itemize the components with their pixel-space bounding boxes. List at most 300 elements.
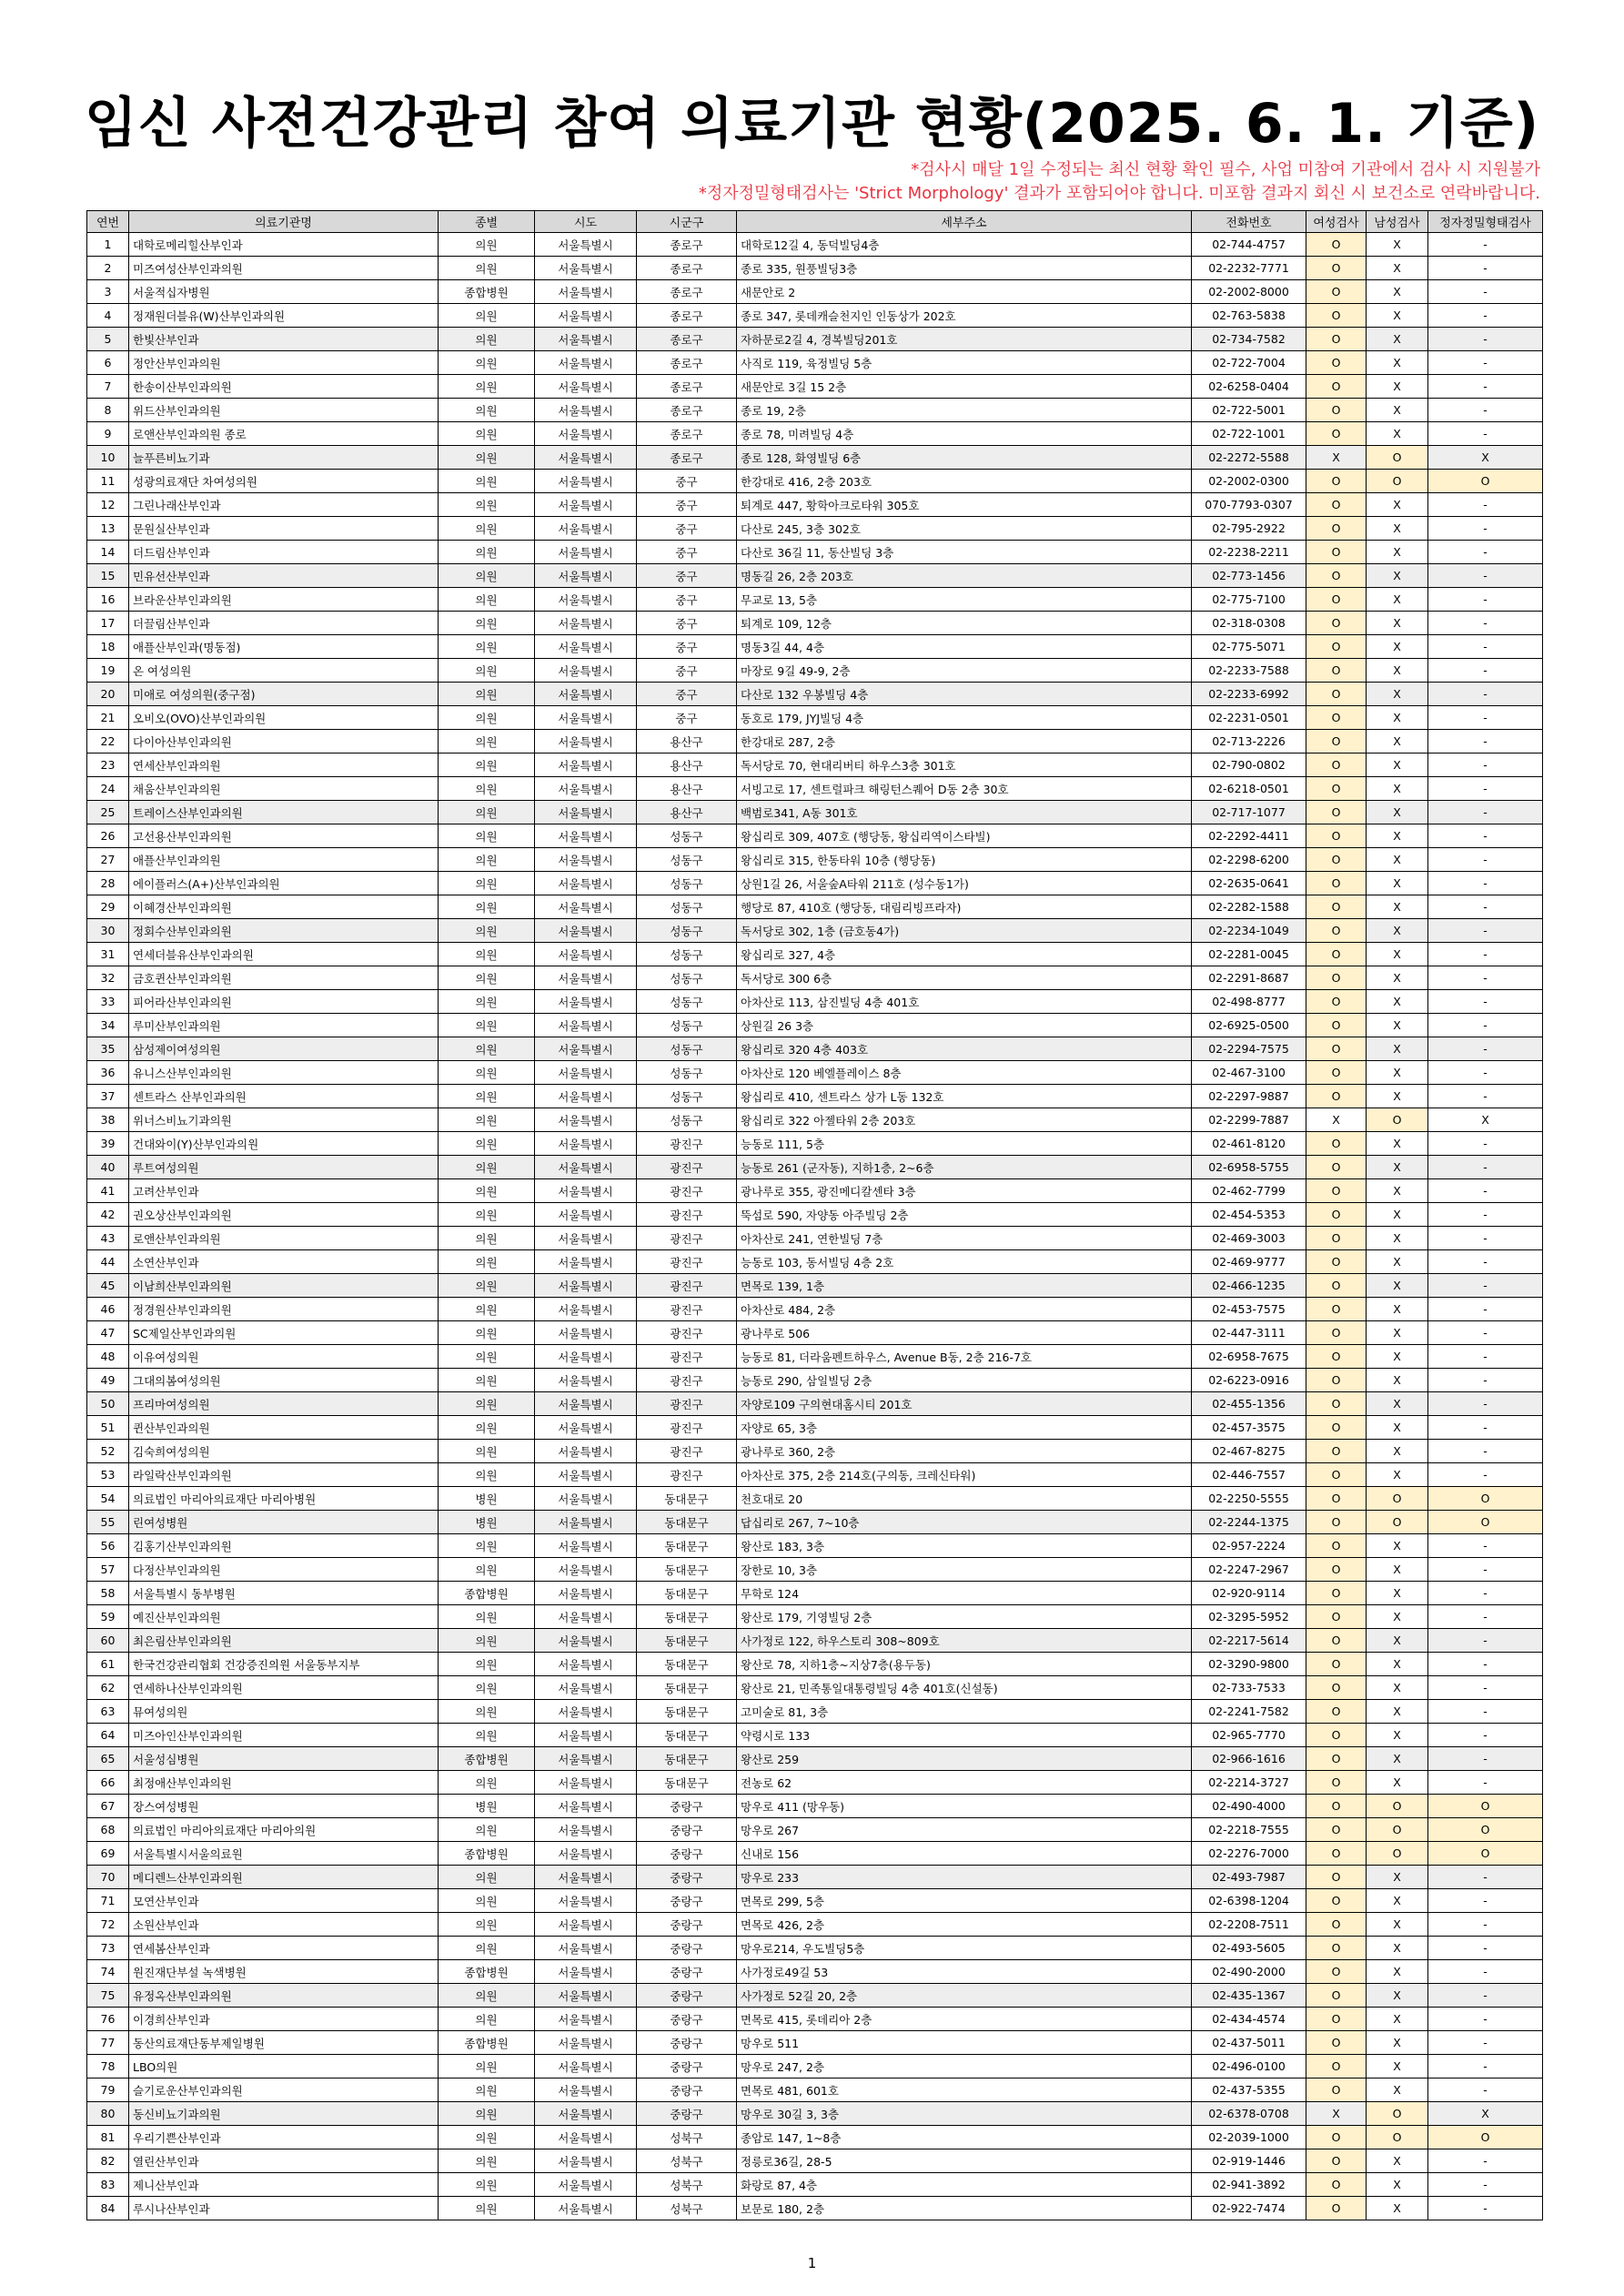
cell-sigungu: 동대문구 [637,1605,737,1629]
cell-sigungu: 종로구 [637,233,737,257]
cell-address: 종암로 147, 1~8층 [737,2126,1192,2149]
cell-phone: 02-717-1077 [1192,801,1306,824]
cell-address: 다산로 245, 3층 302호 [737,517,1192,541]
cell-sigungu: 중구 [637,659,737,683]
cell-type: 의원 [439,1227,535,1250]
cell-sido: 서울특별시 [535,1440,637,1463]
cell-sigungu: 중구 [637,588,737,612]
cell-sigungu: 성동구 [637,872,737,895]
cell-sperm-test: - [1428,1937,1543,1960]
cell-sigungu: 중랑구 [637,1889,737,1913]
cell-sperm-test: - [1428,1653,1543,1676]
cell-type: 의원 [439,1463,535,1487]
cell-type: 의원 [439,1179,535,1203]
cell-female-test: O [1306,328,1367,351]
cell-male-test: X [1367,1582,1428,1605]
cell-no: 1 [87,233,129,257]
cell-phone: 02-2298-6200 [1192,848,1306,872]
cell-male-test: X [1367,1984,1428,2008]
cell-sido: 서울특별시 [535,1889,637,1913]
cell-name: 브라운산부인과의원 [129,588,439,612]
cell-sperm-test: O [1428,1842,1543,1866]
cell-address: 다산로 132 우봉빌딩 4층 [737,683,1192,706]
cell-address: 왕십리로 320 4층 403호 [737,1037,1192,1061]
cell-female-test: O [1306,706,1367,730]
table-row [87,493,1543,517]
cell-female-test: O [1306,1392,1367,1416]
cell-sperm-test: - [1428,1179,1543,1203]
cell-phone: 02-447-3111 [1192,1321,1306,1345]
cell-sido: 서울특별시 [535,1818,637,1842]
cell-address: 망우로 511 [737,2031,1192,2055]
cell-name: 에이플러스(A+)산부인과의원 [129,872,439,895]
cell-male-test: O [1367,1487,1428,1511]
cell-female-test: O [1306,257,1367,280]
cell-male-test: X [1367,895,1428,919]
cell-sido: 서울특별시 [535,2149,637,2173]
cell-address: 사가정로49길 53 [737,1960,1192,1984]
table-row [87,872,1543,895]
cell-address: 사가정로 52길 20, 2층 [737,1984,1192,2008]
cell-name: 연세봄산부인과 [129,1937,439,1960]
cell-name: 유정옥산부인과의원 [129,1984,439,2008]
cell-sido: 서울특별시 [535,1203,637,1227]
cell-phone: 02-773-1456 [1192,564,1306,588]
cell-address: 왕산로 179, 기영빌딩 2층 [737,1605,1192,1629]
cell-sperm-test: - [1428,257,1543,280]
cell-no: 67 [87,1795,129,1818]
cell-type: 의원 [439,1866,535,1889]
cell-address: 고미술로 81, 3층 [737,1700,1192,1724]
cell-no: 61 [87,1653,129,1676]
cell-no: 29 [87,895,129,919]
cell-name: 건대와이(Y)산부인과의원 [129,1132,439,1156]
cell-no: 33 [87,990,129,1014]
cell-female-test: O [1306,1558,1367,1582]
cell-female-test: O [1306,801,1367,824]
cell-phone: 02-453-7575 [1192,1298,1306,1321]
cell-address: 퇴계로 109, 12층 [737,612,1192,635]
cell-no: 20 [87,683,129,706]
cell-sigungu: 종로구 [637,328,737,351]
cell-sido: 서울특별시 [535,2055,637,2079]
cell-no: 80 [87,2102,129,2126]
cell-sido: 서울특별시 [535,1227,637,1250]
cell-female-test: O [1306,1700,1367,1724]
cell-sido: 서울특별시 [535,257,637,280]
cell-address: 능동로 103, 동서빌딩 4층 2호 [737,1250,1192,1274]
cell-male-test: X [1367,1724,1428,1747]
cell-sperm-test: - [1428,2079,1543,2102]
cell-sperm-test: - [1428,399,1543,422]
table-row [87,1700,1543,1724]
cell-type: 의원 [439,1085,535,1108]
cell-name: 민유선산부인과 [129,564,439,588]
cell-male-test: X [1367,1440,1428,1463]
cell-sperm-test: - [1428,919,1543,943]
cell-sido: 서울특별시 [535,1676,637,1700]
cell-address: 행당로 87, 410호 (행당동, 대림리빙프라자) [737,895,1192,919]
cell-sigungu: 동대문구 [637,1747,737,1771]
cell-female-test: O [1306,1582,1367,1605]
cell-phone: 02-733-7533 [1192,1676,1306,1700]
cell-sigungu: 중랑구 [637,2102,737,2126]
col-header-address: 세부주소 [737,211,1192,233]
cell-sperm-test: - [1428,1274,1543,1298]
table-row [87,706,1543,730]
cell-type: 의원 [439,2149,535,2173]
cell-male-test: X [1367,1203,1428,1227]
cell-no: 26 [87,824,129,848]
cell-no: 56 [87,1534,129,1558]
table-body [87,233,1543,2220]
cell-sperm-test: - [1428,1156,1543,1179]
cell-address: 능동로 261 (군자동), 지하1층, 2~6층 [737,1156,1192,1179]
cell-sperm-test: - [1428,1605,1543,1629]
cell-male-test: X [1367,777,1428,801]
cell-address: 망우로 411 (망우동) [737,1795,1192,1818]
cell-type: 의원 [439,683,535,706]
cell-phone: 02-2282-1588 [1192,895,1306,919]
cell-no: 9 [87,422,129,446]
cell-sido: 서울특별시 [535,328,637,351]
cell-sperm-test: - [1428,895,1543,919]
table-row [87,1605,1543,1629]
cell-sigungu: 용산구 [637,777,737,801]
cell-address: 광나루로 355, 광진메디칼센타 3층 [737,1179,1192,1203]
cell-sperm-test: - [1428,2149,1543,2173]
cell-address: 새문안로 2 [737,280,1192,304]
cell-male-test: X [1367,2031,1428,2055]
cell-male-test: O [1367,2126,1428,2149]
cell-female-test: O [1306,683,1367,706]
cell-no: 76 [87,2008,129,2031]
cell-address: 명동3길 44, 4층 [737,635,1192,659]
cell-sigungu: 동대문구 [637,1558,737,1582]
cell-sperm-test: - [1428,1629,1543,1653]
cell-sido: 서울특별시 [535,1274,637,1298]
cell-male-test: O [1367,1842,1428,1866]
cell-type: 의원 [439,1037,535,1061]
cell-type: 의원 [439,1416,535,1440]
cell-no: 25 [87,801,129,824]
cell-female-test: O [1306,730,1367,754]
cell-type: 의원 [439,2079,535,2102]
cell-sigungu: 중랑구 [637,2031,737,2055]
table-row [87,2149,1543,2173]
cell-sigungu: 성동구 [637,848,737,872]
cell-sido: 서울특별시 [535,1582,637,1605]
cell-sigungu: 광진구 [637,1463,737,1487]
cell-male-test: X [1367,1889,1428,1913]
cell-type: 의원 [439,1203,535,1227]
cell-sido: 서울특별시 [535,1795,637,1818]
cell-sigungu: 광진구 [637,1179,737,1203]
cell-phone: 02-2214-3727 [1192,1771,1306,1795]
cell-sido: 서울특별시 [535,730,637,754]
cell-no: 36 [87,1061,129,1085]
cell-male-test: X [1367,541,1428,564]
cell-address: 독서당로 300 6층 [737,966,1192,990]
cell-male-test: X [1367,1369,1428,1392]
cell-sido: 서울특별시 [535,1960,637,1984]
cell-sigungu: 종로구 [637,399,737,422]
cell-sigungu: 용산구 [637,730,737,754]
cell-female-test: O [1306,612,1367,635]
cell-type: 의원 [439,2126,535,2149]
table-row [87,730,1543,754]
cell-phone: 02-2208-7511 [1192,1913,1306,1937]
cell-sido: 서울특별시 [535,1629,637,1653]
cell-name: 최정애산부인과의원 [129,1771,439,1795]
cell-type: 의원 [439,1321,535,1345]
table-row [87,2102,1543,2126]
cell-no: 39 [87,1132,129,1156]
cell-sigungu: 광진구 [637,1298,737,1321]
cell-name: 성광의료재단 차여성의원 [129,470,439,493]
cell-sido: 서울특별시 [535,1037,637,1061]
cell-phone: 02-775-5071 [1192,635,1306,659]
cell-address: 종로 78, 미려빌딩 4층 [737,422,1192,446]
cell-sigungu: 중구 [637,564,737,588]
cell-sido: 서울특별시 [535,612,637,635]
table-row [87,304,1543,328]
cell-type: 의원 [439,422,535,446]
cell-sperm-test: - [1428,1747,1543,1771]
table-row [87,564,1543,588]
cell-no: 43 [87,1227,129,1250]
cell-name: 의료법인 마리아의료재단 마리아의원 [129,1818,439,1842]
cell-sigungu: 중구 [637,470,737,493]
cell-male-test: X [1367,1061,1428,1085]
cell-address: 왕산로 21, 민족통일대통령빌딩 4층 401호(신설동) [737,1676,1192,1700]
cell-type: 의원 [439,351,535,375]
table-row [87,919,1543,943]
cell-sperm-test: - [1428,801,1543,824]
cell-male-test: X [1367,1274,1428,1298]
cell-female-test: O [1306,1676,1367,1700]
cell-male-test: X [1367,1179,1428,1203]
cell-sido: 서울특별시 [535,399,637,422]
cell-type: 의원 [439,1700,535,1724]
table-row [87,1298,1543,1321]
cell-phone: 02-2218-7555 [1192,1818,1306,1842]
cell-male-test: X [1367,493,1428,517]
cell-female-test: O [1306,1511,1367,1534]
cell-phone: 02-2281-0045 [1192,943,1306,966]
cell-sperm-test: X [1428,2102,1543,2126]
cell-no: 62 [87,1676,129,1700]
cell-name: 서울성심병원 [129,1747,439,1771]
cell-sperm-test: - [1428,1014,1543,1037]
cell-address: 답십리로 267, 7~10층 [737,1511,1192,1534]
cell-phone: 02-790-0802 [1192,754,1306,777]
table-row [87,1582,1543,1605]
cell-female-test: O [1306,1179,1367,1203]
cell-female-test: O [1306,1416,1367,1440]
cell-sperm-test: - [1428,2031,1543,2055]
cell-female-test: O [1306,1937,1367,1960]
cell-female-test: O [1306,1227,1367,1250]
cell-sido: 서울특별시 [535,470,637,493]
table-row [87,1747,1543,1771]
cell-no: 2 [87,257,129,280]
cell-female-test: O [1306,1298,1367,1321]
col-header-phone: 전화번호 [1192,211,1306,233]
cell-type: 의원 [439,304,535,328]
table-row [87,2008,1543,2031]
cell-address: 왕산로 78, 지하1층~지상7층(용두동) [737,1653,1192,1676]
cell-female-test: O [1306,1534,1367,1558]
cell-sperm-test: - [1428,706,1543,730]
cell-female-test: O [1306,659,1367,683]
table-row [87,1392,1543,1416]
cell-sigungu: 중랑구 [637,1937,737,1960]
table-row [87,588,1543,612]
cell-sigungu: 광진구 [637,1345,737,1369]
cell-sperm-test: - [1428,1061,1543,1085]
cell-phone: 02-957-2224 [1192,1534,1306,1558]
cell-no: 32 [87,966,129,990]
table-row [87,1960,1543,1984]
cell-phone: 02-469-9777 [1192,1250,1306,1274]
cell-no: 70 [87,1866,129,1889]
cell-sperm-test: - [1428,233,1543,257]
cell-name: 소연산부인과 [129,1250,439,1274]
cell-name: 트레이스산부인과의원 [129,801,439,824]
cell-female-test: O [1306,1771,1367,1795]
cell-sido: 서울특별시 [535,683,637,706]
cell-phone: 02-2272-5588 [1192,446,1306,470]
cell-type: 의원 [439,493,535,517]
cell-type: 의원 [439,564,535,588]
table-header-row [87,211,1543,233]
cell-female-test: O [1306,1795,1367,1818]
cell-address: 뚝섬로 590, 자양동 아주빌딩 2층 [737,1203,1192,1227]
cell-name: 린여성병원 [129,1511,439,1534]
cell-male-test: X [1367,2055,1428,2079]
cell-no: 24 [87,777,129,801]
cell-address: 망우로 30길 3, 3층 [737,2102,1192,2126]
cell-address: 능동로 290, 삼일빌딩 2층 [737,1369,1192,1392]
cell-address: 독서당로 302, 1층 (금호동4가) [737,919,1192,943]
cell-sperm-test: - [1428,564,1543,588]
cell-sperm-test: - [1428,304,1543,328]
cell-female-test: O [1306,541,1367,564]
cell-address: 약령시로 133 [737,1724,1192,1747]
cell-no: 12 [87,493,129,517]
cell-sperm-test: O [1428,1487,1543,1511]
cell-address: 왕십리로 410, 센트라스 상가 L동 132호 [737,1085,1192,1108]
cell-no: 60 [87,1629,129,1653]
cell-sido: 서울특별시 [535,1369,637,1392]
cell-phone: 02-795-2922 [1192,517,1306,541]
cell-name: 로앤산부인과의원 종로 [129,422,439,446]
cell-name: 이혜경산부인과의원 [129,895,439,919]
cell-address: 새문안로 3길 15 2층 [737,375,1192,399]
cell-sperm-test: - [1428,280,1543,304]
cell-phone: 02-435-1367 [1192,1984,1306,2008]
cell-female-test: O [1306,1866,1367,1889]
cell-phone: 02-446-7557 [1192,1463,1306,1487]
cell-sperm-test: - [1428,517,1543,541]
cell-name: 김숙희여성의원 [129,1440,439,1463]
cell-name: 프리마여성의원 [129,1392,439,1416]
cell-address: 신내로 156 [737,1842,1192,1866]
institution-table [86,210,1543,2220]
cell-female-test: O [1306,1842,1367,1866]
cell-female-test: O [1306,1605,1367,1629]
cell-name: 메디렌느산부인과의원 [129,1866,439,1889]
cell-sigungu: 동대문구 [637,1653,737,1676]
cell-sido: 서울특별시 [535,754,637,777]
cell-name: 고선용산부인과의원 [129,824,439,848]
cell-phone: 02-744-4757 [1192,233,1306,257]
cell-sido: 서울특별시 [535,1321,637,1345]
cell-no: 73 [87,1937,129,1960]
cell-type: 종합병원 [439,1582,535,1605]
cell-address: 아차산로 375, 2층 214호(구의동, 크레신타워) [737,1463,1192,1487]
cell-male-test: X [1367,1653,1428,1676]
table-row [87,1487,1543,1511]
cell-type: 의원 [439,706,535,730]
cell-sigungu: 성동구 [637,919,737,943]
cell-sido: 서울특별시 [535,351,637,375]
cell-sido: 서울특별시 [535,493,637,517]
cell-female-test: O [1306,1345,1367,1369]
col-header-male-test: 남성검사 [1367,211,1428,233]
table-row [87,1842,1543,1866]
cell-female-test: O [1306,635,1367,659]
cell-sperm-test: O [1428,1818,1543,1842]
cell-type: 의원 [439,848,535,872]
cell-no: 5 [87,328,129,351]
cell-no: 21 [87,706,129,730]
cell-phone: 02-6223-0916 [1192,1369,1306,1392]
cell-female-test: O [1306,754,1367,777]
cell-name: 그린나래산부인과 [129,493,439,517]
table-row [87,1463,1543,1487]
cell-no: 81 [87,2126,129,2149]
cell-type: 의원 [439,375,535,399]
cell-no: 19 [87,659,129,683]
cell-type: 의원 [439,1061,535,1085]
cell-sido: 서울특별시 [535,1085,637,1108]
table-row [87,1676,1543,1700]
cell-name: 온 여성의원 [129,659,439,683]
cell-phone: 02-490-2000 [1192,1960,1306,1984]
cell-address: 전농로 62 [737,1771,1192,1795]
cell-no: 17 [87,612,129,635]
cell-type: 의원 [439,943,535,966]
table-row [87,2031,1543,2055]
cell-type: 의원 [439,872,535,895]
cell-name: 서울특별시 동부병원 [129,1582,439,1605]
cell-sperm-test: - [1428,351,1543,375]
cell-sperm-test: - [1428,1227,1543,1250]
cell-sido: 서울특별시 [535,2126,637,2149]
cell-phone: 02-2238-2211 [1192,541,1306,564]
cell-address: 면목로 481, 601호 [737,2079,1192,2102]
table-row [87,1085,1543,1108]
cell-sperm-test: - [1428,1960,1543,1984]
cell-sido: 서울특별시 [535,990,637,1014]
cell-name: 이유여성의원 [129,1345,439,1369]
cell-name: 장스여성병원 [129,1795,439,1818]
cell-address: 면목로 426, 2층 [737,1913,1192,1937]
table-row [87,351,1543,375]
cell-sido: 서울특별시 [535,280,637,304]
